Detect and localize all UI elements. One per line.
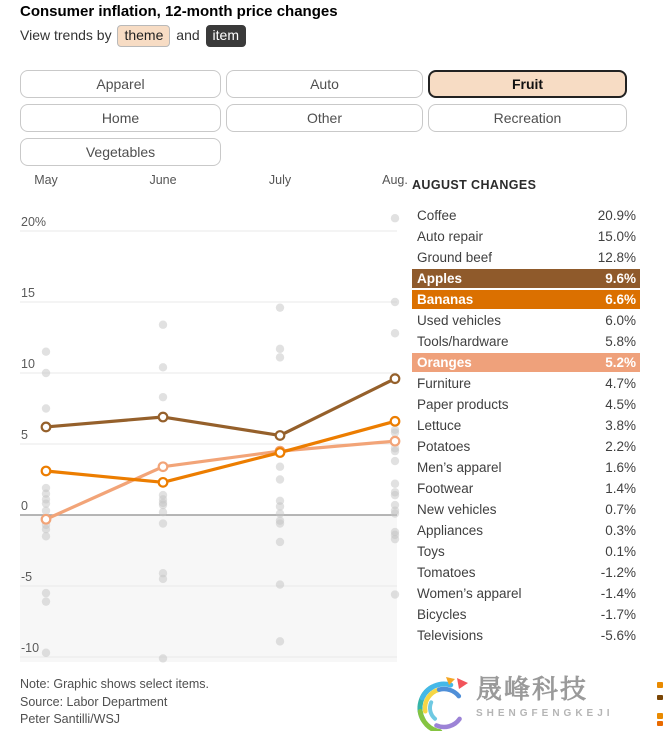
background-dot bbox=[159, 393, 167, 401]
panel-rows bbox=[412, 205, 640, 646]
background-dot bbox=[42, 649, 50, 657]
bananas-marker bbox=[276, 448, 285, 457]
theme-toggle-button[interactable]: theme bbox=[117, 25, 170, 47]
background-dot bbox=[276, 345, 284, 353]
background-dot bbox=[391, 457, 399, 465]
background-dot bbox=[391, 447, 399, 455]
category-button-fruit[interactable]: Fruit bbox=[428, 70, 627, 98]
list-item-value: 12.8% bbox=[597, 250, 636, 265]
y-axis-label: 5 bbox=[21, 428, 28, 442]
list-item-label: Oranges bbox=[417, 355, 472, 370]
y-axis-label: -10 bbox=[21, 641, 40, 655]
apples-marker bbox=[391, 374, 400, 383]
y-axis-label: -5 bbox=[21, 570, 33, 584]
footer-notes bbox=[20, 676, 209, 729]
list-item-auto-repair bbox=[412, 226, 640, 247]
background-dot bbox=[391, 491, 399, 499]
background-dot bbox=[42, 348, 50, 356]
list-item-televisions bbox=[412, 625, 640, 646]
list-item-potatoes bbox=[412, 436, 640, 457]
list-item-lettuce bbox=[412, 415, 640, 436]
background-dot bbox=[391, 298, 399, 306]
category-button-other[interactable]: Other bbox=[226, 104, 423, 132]
list-item-women-s-apparel bbox=[412, 583, 640, 604]
list-item-label: Tools/hardware bbox=[417, 334, 509, 349]
edge-artifact bbox=[657, 721, 663, 726]
category-button-apparel[interactable]: Apparel bbox=[20, 70, 221, 98]
background-dot bbox=[276, 303, 284, 311]
trend-chart bbox=[0, 170, 415, 675]
y-axis-label: 20% bbox=[21, 215, 47, 229]
category-button-vegetables[interactable]: Vegetables bbox=[20, 138, 221, 166]
oranges-line bbox=[46, 441, 395, 519]
list-item-paper-products bbox=[412, 394, 640, 415]
watermark-latin: SHENGFENGKEJI bbox=[476, 708, 614, 719]
apples-marker bbox=[276, 431, 285, 440]
list-item-value: 2.2% bbox=[605, 439, 636, 454]
background-dot bbox=[159, 363, 167, 371]
subtitle-conjunction: and bbox=[176, 27, 200, 43]
list-item-value: 15.0% bbox=[597, 229, 636, 244]
background-dot bbox=[391, 509, 399, 517]
negative-band bbox=[20, 515, 397, 662]
footer-credit: Peter Santilli/WSJ bbox=[20, 712, 121, 726]
item-toggle-button[interactable]: item bbox=[206, 25, 246, 47]
watermark-name: 晟峰科技 bbox=[476, 674, 589, 704]
list-item-appliances bbox=[412, 520, 640, 541]
x-axis-label: May bbox=[34, 173, 58, 187]
background-dot bbox=[159, 321, 167, 329]
x-axis-label: June bbox=[149, 173, 177, 187]
watermark-text bbox=[476, 674, 614, 719]
list-item-bicycles bbox=[412, 604, 640, 625]
list-item-label: Toys bbox=[417, 544, 445, 559]
background-dot bbox=[391, 428, 399, 436]
list-item-label: Coffee bbox=[417, 208, 457, 223]
list-item-label: Lettuce bbox=[417, 418, 462, 433]
list-item-label: Paper products bbox=[417, 397, 509, 412]
background-dot bbox=[391, 480, 399, 488]
watermark-swirl-icon bbox=[415, 676, 473, 731]
y-axis-label: 10 bbox=[21, 357, 35, 371]
category-button-auto[interactable]: Auto bbox=[226, 70, 423, 98]
list-item-tools-hardware bbox=[412, 331, 640, 352]
y-axis-label: 15 bbox=[21, 286, 35, 300]
edge-artifact bbox=[657, 713, 663, 719]
list-item-value: 4.5% bbox=[605, 397, 636, 412]
background-dot bbox=[276, 353, 284, 361]
view-mode-controls bbox=[20, 25, 248, 47]
background-dot bbox=[159, 575, 167, 583]
oranges-marker bbox=[391, 437, 400, 446]
list-item-label: Used vehicles bbox=[417, 313, 502, 328]
list-item-men-s-apparel bbox=[412, 457, 640, 478]
footer-note: Note: Graphic shows select items. bbox=[20, 677, 209, 691]
apples-marker bbox=[42, 423, 51, 432]
background-dot bbox=[42, 404, 50, 412]
list-item-value: 1.6% bbox=[605, 460, 636, 475]
background-dot bbox=[391, 329, 399, 337]
background-dot bbox=[276, 580, 284, 588]
list-item-value: 6.6% bbox=[605, 292, 636, 307]
list-item-label: Tomatoes bbox=[417, 565, 476, 580]
background-dot bbox=[276, 538, 284, 546]
list-item-oranges bbox=[412, 352, 640, 373]
list-item-label: Bananas bbox=[417, 292, 474, 307]
list-item-value: -1.7% bbox=[600, 607, 636, 622]
list-item-apples bbox=[412, 268, 640, 289]
list-item-value: -5.6% bbox=[600, 628, 636, 643]
list-item-label: Women’s apparel bbox=[417, 586, 522, 601]
apples-line bbox=[46, 379, 395, 436]
list-item-label: Auto repair bbox=[417, 229, 484, 244]
list-item-value: 0.3% bbox=[605, 523, 636, 538]
list-item-label: Potatoes bbox=[417, 439, 471, 454]
list-item-value: 0.7% bbox=[605, 502, 636, 517]
list-item-value: 20.9% bbox=[597, 208, 636, 223]
list-item-label: Men’s apparel bbox=[417, 460, 502, 475]
background-dot bbox=[159, 654, 167, 662]
oranges-marker bbox=[159, 462, 168, 471]
list-item-tomatoes bbox=[412, 562, 640, 583]
background-dot bbox=[276, 519, 284, 527]
background-dot bbox=[391, 590, 399, 598]
background-dot bbox=[276, 463, 284, 471]
list-item-label: Apples bbox=[417, 271, 463, 286]
oranges-marker bbox=[42, 515, 51, 524]
footer-source: Source: Labor Department bbox=[20, 694, 168, 709]
list-item-value: 9.6% bbox=[605, 271, 636, 286]
list-item-label: New vehicles bbox=[417, 502, 497, 517]
list-item-ground-beef bbox=[412, 247, 640, 268]
watermark bbox=[408, 668, 658, 731]
background-dot bbox=[276, 637, 284, 645]
subtitle-prefix: View trends by bbox=[20, 27, 112, 43]
list-item-value: 4.7% bbox=[605, 376, 636, 391]
list-item-value: -1.2% bbox=[600, 565, 636, 580]
x-axis-label: Aug. bbox=[382, 173, 408, 187]
background-dot bbox=[391, 535, 399, 543]
august-changes-panel bbox=[412, 177, 640, 646]
list-item-value: 0.1% bbox=[605, 544, 636, 559]
list-item-value: -1.4% bbox=[600, 586, 636, 601]
category-button-grid bbox=[20, 70, 632, 166]
background-dot bbox=[42, 597, 50, 605]
list-item-value: 5.2% bbox=[605, 355, 636, 370]
list-item-value: 5.8% bbox=[605, 334, 636, 349]
background-dot bbox=[276, 475, 284, 483]
list-item-new-vehicles bbox=[412, 499, 640, 520]
background-dot bbox=[42, 532, 50, 540]
bananas-line bbox=[46, 421, 395, 482]
page-title: Consumer inflation, 12-month price changes bbox=[20, 3, 338, 20]
list-item-bananas bbox=[412, 289, 640, 310]
background-dot bbox=[159, 519, 167, 527]
list-item-label: Furniture bbox=[417, 376, 472, 391]
background-dot bbox=[42, 589, 50, 597]
x-axis-label: July bbox=[268, 173, 292, 187]
list-item-value: 6.0% bbox=[605, 313, 636, 328]
list-item-footwear bbox=[412, 478, 640, 499]
list-item-label: Appliances bbox=[417, 523, 484, 538]
apples-marker bbox=[159, 413, 168, 422]
list-item-label: Bicycles bbox=[417, 607, 467, 622]
list-item-label: Televisions bbox=[417, 628, 484, 643]
list-item-label: Ground beef bbox=[417, 250, 493, 265]
edge-artifact bbox=[657, 695, 663, 700]
list-item-label: Footwear bbox=[417, 481, 474, 496]
list-item-used-vehicles bbox=[412, 310, 640, 331]
list-item-coffee bbox=[412, 205, 640, 226]
list-item-value: 1.4% bbox=[605, 481, 636, 496]
panel-title: AUGUST CHANGES bbox=[412, 178, 537, 192]
background-dot bbox=[391, 214, 399, 222]
category-button-recreation[interactable]: Recreation bbox=[428, 104, 627, 132]
background-dot bbox=[159, 508, 167, 516]
background-dot bbox=[42, 369, 50, 377]
list-item-toys bbox=[412, 541, 640, 562]
background-dot bbox=[42, 507, 50, 515]
list-item-value: 3.8% bbox=[605, 418, 636, 433]
edge-artifact bbox=[657, 682, 663, 688]
list-item-furniture bbox=[412, 373, 640, 394]
bananas-marker bbox=[391, 417, 400, 426]
category-button-home[interactable]: Home bbox=[20, 104, 221, 132]
y-axis-label: 0 bbox=[21, 499, 28, 513]
bananas-marker bbox=[159, 478, 168, 487]
bananas-marker bbox=[42, 467, 51, 476]
